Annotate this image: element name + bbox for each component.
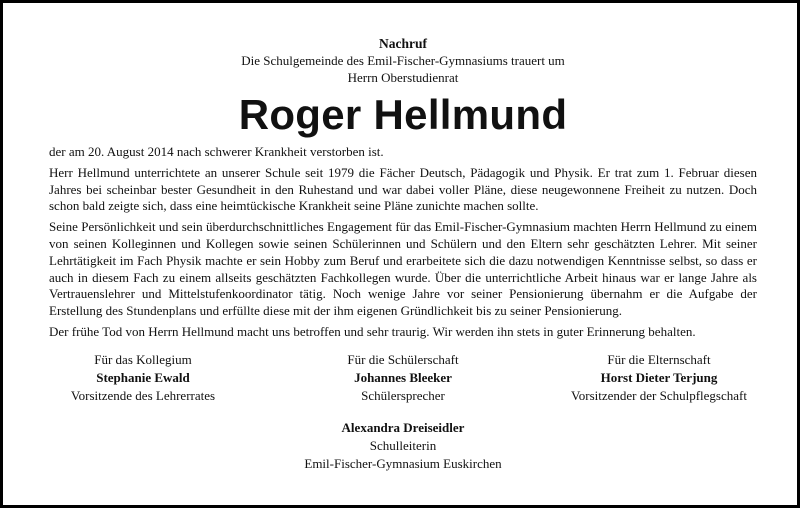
intro-line-1: Die Schulgemeinde des Emil-Fischer-Gymnasiums trauert um bbox=[241, 53, 565, 68]
signature-role: Vorsitzender der Schulpflegschaft bbox=[571, 387, 747, 403]
signature-group: Für die Elternschaft bbox=[607, 351, 711, 367]
paragraph-date: der am 20. August 2014 nach schwerer Krankheit verstorben ist. bbox=[49, 144, 384, 159]
deceased-name: Roger Hellmund bbox=[238, 91, 568, 138]
paragraph-closing: Der frühe Tod von Herrn Hellmund macht uns betroffen und sehr traurig. Wir werden ihn stets in guter Erinnerung behalten. bbox=[49, 323, 696, 339]
signature-name: Horst Dieter Terjung bbox=[600, 369, 718, 385]
signature-name: Stephanie Ewald bbox=[96, 369, 190, 385]
notice-heading: Nachruf bbox=[379, 36, 427, 51]
signature-role: Vorsitzende des Lehrerrates bbox=[70, 387, 216, 403]
signature-role: Schülersprecher bbox=[361, 387, 445, 403]
signatures-row bbox=[49, 351, 757, 407]
obituary-content bbox=[49, 36, 757, 473]
signature-group: Für das Kollegium bbox=[94, 351, 192, 367]
signature-schuelerschaft bbox=[283, 351, 523, 405]
principal-name: Alexandra Dreiseidler bbox=[341, 419, 465, 435]
intro-line-2: Herrn Oberstudienrat bbox=[347, 70, 459, 85]
signature-elternschaft bbox=[539, 351, 779, 405]
principal-signature bbox=[49, 419, 757, 473]
signature-kollegium bbox=[23, 351, 263, 405]
paragraph-personality: Seine Persönlichkeit und sein überdurchschnittliches Engagement für das Emil-Fischer-Gymnasium machten Herrn Hellmund zu einem von seinen Kolleginnen und Kollegen sowie seinen Schülerinnen und Schülern und den Eltern sehr geschätzten Lehrer. Mit seiner Lehrtätigkeit im Fach Physik machte er sein Hobby zum Beruf und erarbeitete sich die dazu notwendigen Kenntnisse selbst, so dass er auch in diesem Fach zu einem allseits geschätzten Fachkollegen wurde. Über die unterrichtliche Arbeit hinaus war er lange Jahre als Vertrauenslehrer und Mittelstufenkoordinator tätig. Noch wenige Jahre vor seiner Pensionierung übernahm er die Aufgabe der Erstellung des Stundenplans und erfüllte diese mit der ihm eigenen Gründlichkeit bis zu seiner Pensionierung. bbox=[49, 219, 757, 319]
paragraph-career: Herr Hellmund unterrichtete an unserer Schule seit 1979 die Fächer Deutsch, Pädagogik und Physik. Er trat zum 1. Februar diesen Jahres bei scheinbar bester Gesundheit in den Ruhestand und war dabei voller Pläne, diese neugewonnene Freiheit zu nutzen. Doch schon bald zeigte sich, dass eine heimtückische Krankheit seine Pläne zunichte machen sollte. bbox=[49, 164, 757, 214]
school-name: Emil-Fischer-Gymnasium Euskirchen bbox=[304, 455, 502, 471]
principal-role: Schulleiterin bbox=[369, 437, 437, 453]
signature-name: Johannes Bleeker bbox=[354, 369, 452, 385]
signature-group: Für die Schülerschaft bbox=[347, 351, 459, 367]
obituary-body bbox=[49, 144, 757, 341]
